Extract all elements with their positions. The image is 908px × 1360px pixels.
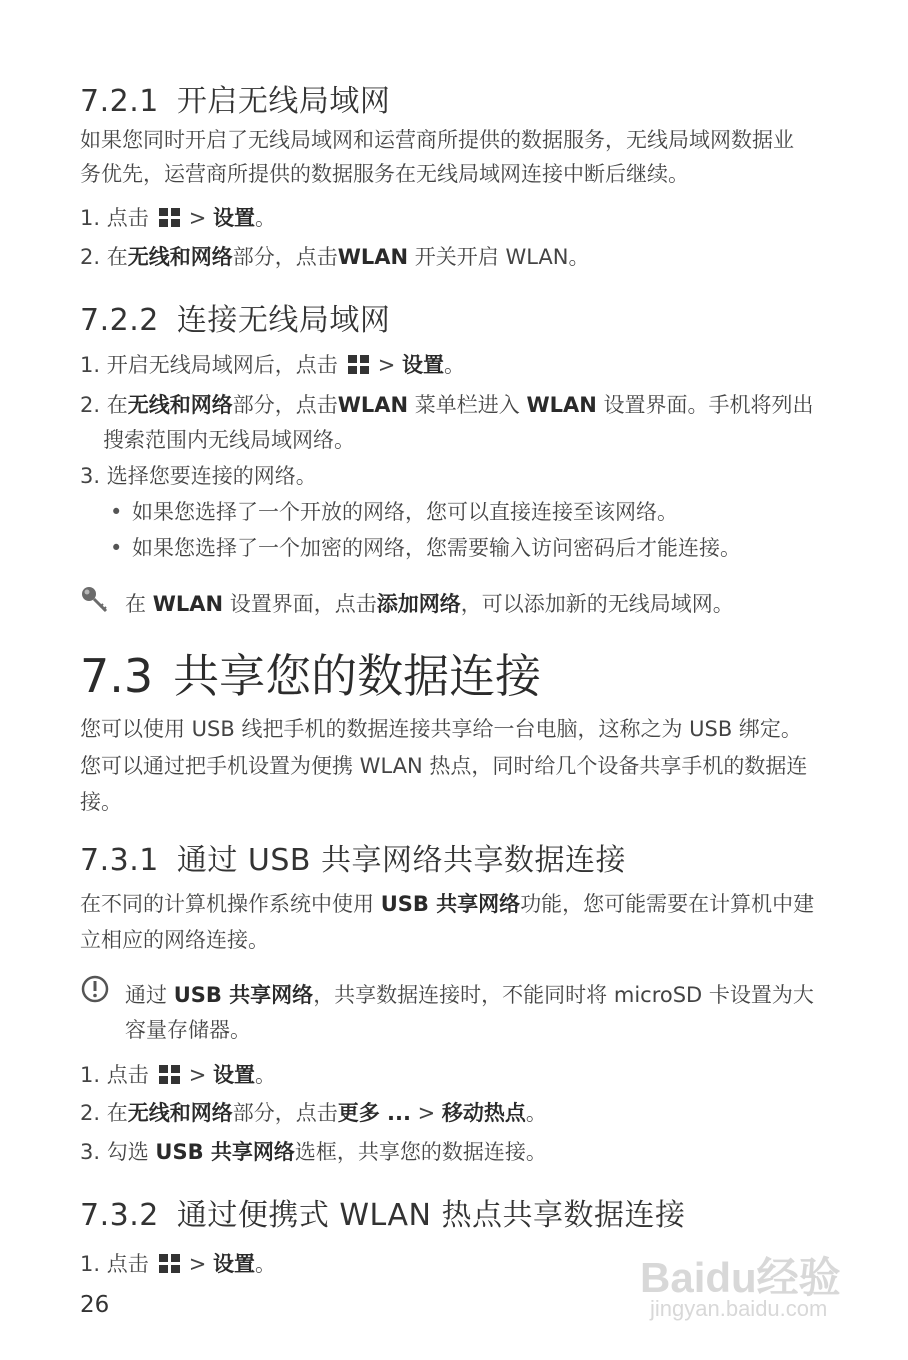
step-item-continued: 搜索范围内无线局域网络。 bbox=[103, 428, 355, 452]
apps-grid-icon bbox=[159, 1065, 181, 1085]
list-item: • 如果您选择了一个开放的网络，您可以直接连接至该网络。 bbox=[110, 500, 678, 524]
step-item: 3. 选择您要连接的网络。 bbox=[80, 464, 317, 488]
step-item: 2. 在无线和网络部分，点击更多 ... > 移动热点。 bbox=[80, 1101, 547, 1125]
section-7-2-1-heading: 7.2.1 开启无线局域网 bbox=[80, 84, 391, 119]
warning-text-continued: 容量存储器。 bbox=[125, 1018, 251, 1042]
paragraph-line: 您可以使用 USB 线把手机的数据连接共享给一台电脑，这称之为 USB 绑定。 bbox=[80, 717, 802, 741]
paragraph-line: 您可以通过把手机设置为便携 WLAN 热点，同时给几个设备共享手机的数据连 bbox=[80, 754, 808, 778]
warning-text: 通过 USB 共享网络，共享数据连接时，不能同时将 microSD 卡设置为大 bbox=[125, 983, 814, 1007]
list-item: • 如果您选择了一个加密的网络，您需要输入访问密码后才能连接。 bbox=[110, 536, 741, 560]
step-item: 2. 在无线和网络部分，点击WLAN 菜单栏进入 WLAN 设置界面。手机将列出 bbox=[80, 393, 814, 417]
tip-text: 在 WLAN 设置界面，点击添加网络，可以添加新的无线局域网。 bbox=[125, 592, 734, 616]
bullet-icon: • bbox=[110, 500, 123, 524]
section-7-2-2-heading: 7.2.2 连接无线局域网 bbox=[80, 303, 391, 338]
apps-grid-icon bbox=[159, 208, 181, 228]
paragraph-line: 务优先，运营商所提供的数据服务在无线局域网连接中断后继续。 bbox=[80, 162, 689, 186]
apps-grid-icon bbox=[348, 355, 370, 375]
section-7-3-heading: 7.3 共享您的数据连接 bbox=[80, 649, 542, 703]
watermark-url: jingyan.baidu.com bbox=[650, 1296, 828, 1321]
apps-grid-icon bbox=[159, 1254, 181, 1274]
step-item: 1. 点击 > 设置。 bbox=[80, 1063, 277, 1087]
step-item: 1. 点击 > 设置。 bbox=[80, 1252, 277, 1276]
tip-icon bbox=[80, 585, 110, 615]
warning-icon bbox=[80, 974, 110, 1004]
section-7-3-2-heading: 7.3.2 通过便携式 WLAN 热点共享数据连接 bbox=[80, 1198, 686, 1233]
step-item: 3. 勾选 USB 共享网络选框，共享您的数据连接。 bbox=[80, 1140, 547, 1164]
paragraph-line: 接。 bbox=[80, 790, 122, 814]
page-number: 26 bbox=[80, 1292, 110, 1318]
paragraph-line: 在不同的计算机操作系统中使用 USB 共享网络功能，您可能需要在计算机中建 bbox=[80, 892, 815, 916]
step-item: 1. 开启无线局域网后，点击 > 设置。 bbox=[80, 353, 466, 377]
step-item: 1. 点击 > 设置。 bbox=[80, 206, 277, 230]
step-item: 2. 在无线和网络部分，点击WLAN 开关开启 WLAN。 bbox=[80, 245, 590, 269]
baidu-watermark-logo: Baidu经验 bbox=[640, 1254, 841, 1301]
section-7-3-1-heading: 7.3.1 通过 USB 共享网络共享数据连接 bbox=[80, 843, 626, 878]
bullet-icon: • bbox=[110, 536, 123, 560]
paragraph-line: 立相应的网络连接。 bbox=[80, 928, 269, 952]
paragraph-line: 如果您同时开启了无线局域网和运营商所提供的数据服务，无线局域网数据业 bbox=[80, 128, 794, 152]
